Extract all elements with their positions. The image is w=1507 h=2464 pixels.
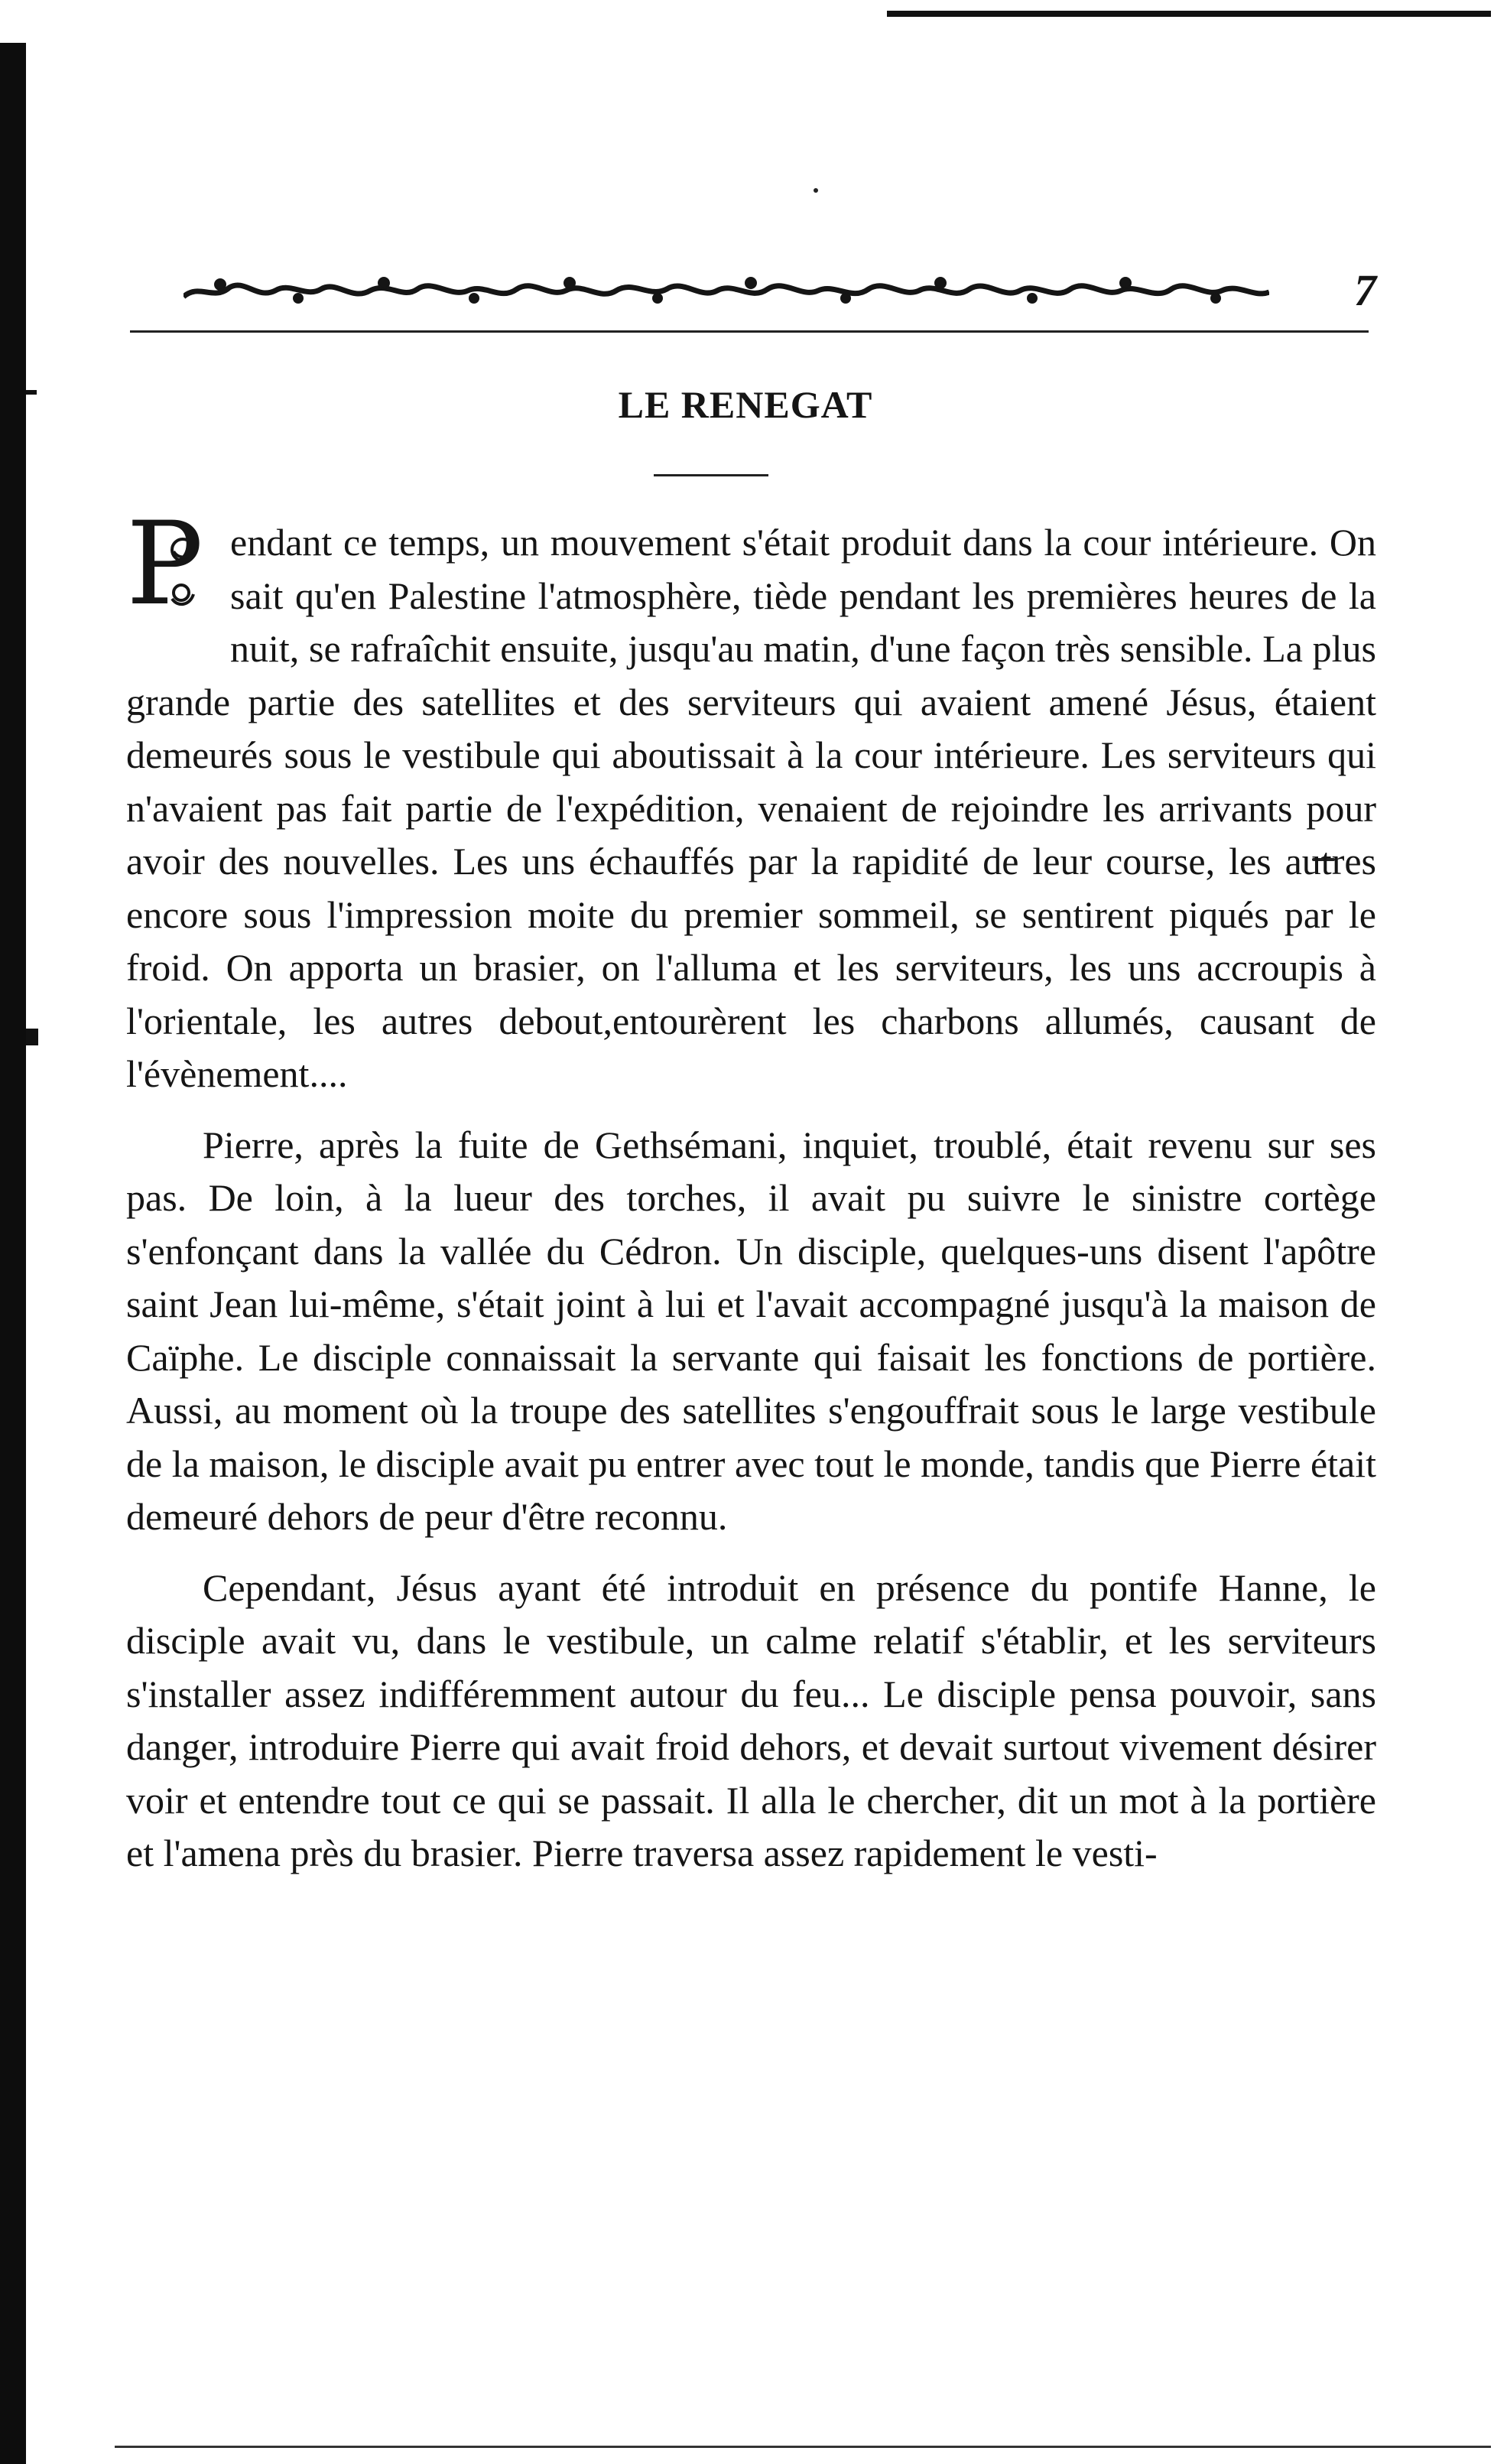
page-number: 7 xyxy=(1354,265,1376,315)
paragraph-text: endant ce temps, un mouvement s'était produit dans la cour intérieure. On sait qu'en Palestine l'atmosphère, tiède pendant les premières heures de la nuit, se rafraîchit ensuite, jusqu'au matin, d'une façon très sensible. La plus grande partie des satellites et des serviteurs qui avaient amené Jésus, étaient demeurés sous le vestibule qui aboutissait à la cour intérieure. Les serviteurs qui n'avaient pas fait partie de l'expédition, venaient de rejoindre les arrivants pour avoir des nouvelles. Les uns échauffés par la rapidité de leur course, les autres encore sous l'impression moite du premier sommeil, se sentirent piqués par le froid. On apporta un brasier, on l'alluma et les serviteurs, les uns accroupis à l'orientale, les autres debout,entourèrent les charbons allumés, causant de l'évènement.... xyxy=(126,521,1376,1095)
drop-cap xyxy=(126,498,224,631)
paragraph xyxy=(126,1119,1376,1544)
scan-edge-mark xyxy=(26,390,37,395)
drop-cap-ornament-icon xyxy=(163,528,206,613)
running-head xyxy=(115,252,1376,321)
scan-left-binding-edge xyxy=(0,43,26,2464)
scan-speck xyxy=(814,188,818,193)
bottom-edge-rule xyxy=(115,2446,1491,2448)
drop-cap-letter: P xyxy=(126,498,203,631)
paragraph-text: Pierre, après la fuite de Gethsémani, inquiet, troublé, était revenu sur ses pas. De loin, à la lueur des torches, il avait pu suivre le sinistre cortège s'enfonçant dans la vallée du Cédron. Un disciple, quelques-uns disent l'apôtre saint Jean lui-même, s'était joint à lui et l'avait accompagné jusqu'à la maison de Caïphe. Le disciple connaissait la servante qui faisait les fonctions de portière. Aussi, au moment où la troupe des satellites s'engouffrait sous le large vestibule de la maison, le disciple avait pu entrer avec tout le monde, tandis que Pierre était demeuré dehors de peur d'être reconnu. xyxy=(126,1123,1376,1538)
body-text xyxy=(126,498,1376,1881)
paragraph xyxy=(126,1562,1376,1881)
paragraph-text: Cependant, Jésus ayant été introduit en présence du pontife Hanne, le disciple avait vu, dans le vestibule, un calme relatif s'établir, et les serviteurs s'installer assez indifféremment autour du feu... Le disciple pensa pouvoir, sans danger, introduire Pierre qui avait froid dehors, et devait surtout vivement désirer voir et entendre tout ce qui se passait. Il alla le chercher, dit un mot à la portière et l'amena près du brasier. Pierre traversa assez rapidement le vesti- xyxy=(126,1565,1376,1874)
scan-edge-mark xyxy=(26,1029,38,1045)
running-head-ornament-icon xyxy=(184,275,1269,306)
chapter-title: LE RENEGAT xyxy=(618,383,873,426)
top-edge-rule xyxy=(887,11,1491,17)
book-page xyxy=(115,252,1376,1874)
title-divider xyxy=(654,474,768,476)
header-divider xyxy=(130,330,1369,333)
paragraph xyxy=(126,498,1376,1101)
